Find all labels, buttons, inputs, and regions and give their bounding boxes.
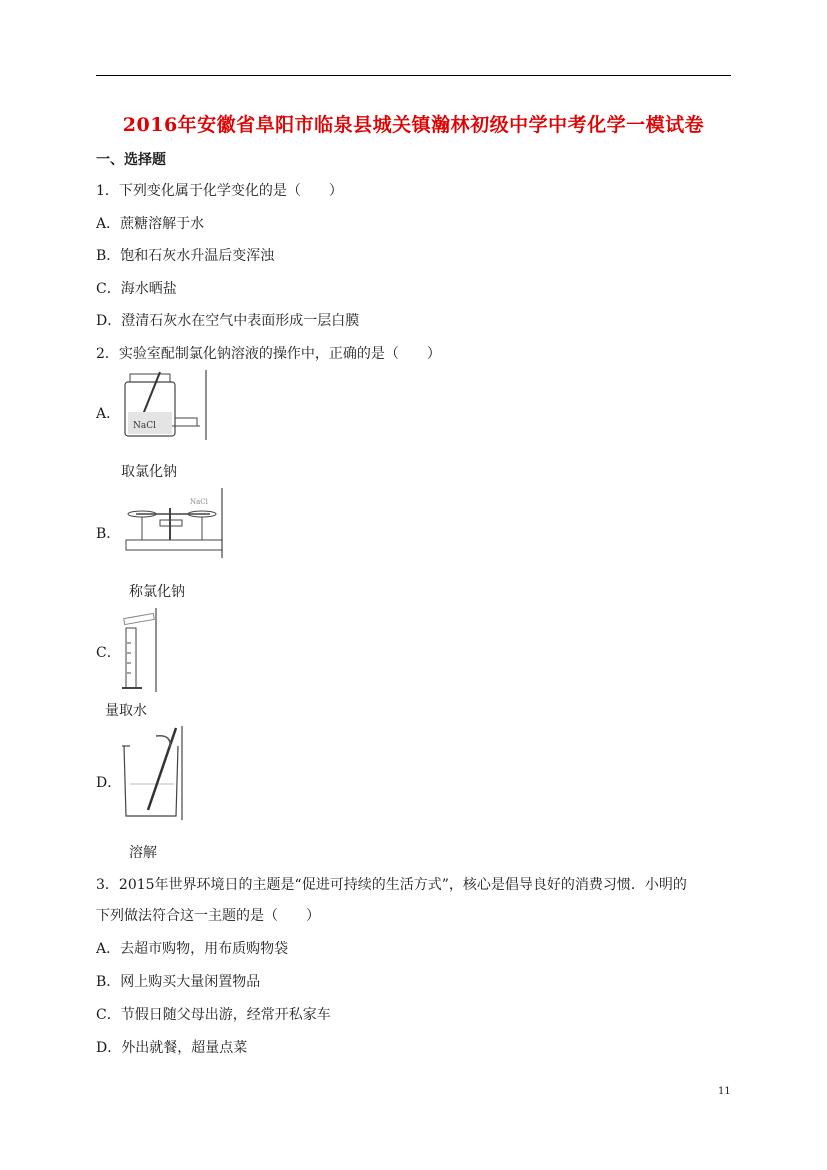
q2-option-d-caption: 溶解 (129, 845, 157, 861)
q2-option-a-caption: 取氯化钠 (121, 464, 177, 480)
beaker-figure (120, 726, 186, 822)
nacl-label: NaCl (133, 421, 157, 431)
q1-option-c: C．海水晒盐 (96, 281, 177, 297)
section-heading: 一、选择题 (96, 152, 166, 168)
q1-option-a: A．蔗糖溶解于水 (96, 216, 205, 232)
q3-option-c: C．节假日随父母出游，经常开私家车 (96, 1007, 331, 1023)
q1-option-b: B．饱和石灰水升温后变浑浊 (96, 248, 275, 264)
take-salt-figure (120, 370, 210, 442)
q2-option-c-caption: 量取水 (105, 703, 147, 719)
q2-option-c-letter: C． (96, 645, 121, 661)
balance-figure (120, 488, 226, 560)
q3-stem-line2: 下列做法符合这一主题的是（ ） (96, 908, 320, 924)
q2-option-a-letter: A． (96, 406, 121, 422)
q1-option-d: D．澄清石灰水在空气中表面形成一层白膜 (96, 313, 360, 329)
q2-option-b-caption: 称氯化钠 (129, 584, 185, 600)
q3-stem-line1: 3．2015年世界环境日的主题是“促进可持续的生活方式”，核心是倡导良好的消费习惯．小明的 (96, 877, 687, 893)
q3-option-a: A．去超市购物，用布质购物袋 (96, 941, 289, 957)
page-number: 11 (718, 1086, 731, 1097)
q2-option-b-letter: B． (96, 526, 121, 542)
exam-title: 2016年安徽省阜阳市临泉县城关镇瀚林初级中学中考化学一模试卷 (122, 114, 705, 136)
q2-option-d-letter: D． (96, 775, 122, 791)
header-rule (96, 75, 731, 76)
q3-option-b: B．网上购买大量闲置物品 (96, 974, 261, 990)
graduated-cylinder-figure (120, 608, 160, 692)
q1-stem: 1．下列变化属于化学变化的是（ ） (96, 183, 343, 199)
balance-nacl-label: NaCl (190, 498, 208, 506)
q3-option-d: D．外出就餐，超量点菜 (96, 1040, 248, 1056)
q2-stem: 2．实验室配制氯化钠溶液的操作中，正确的是（ ） (96, 346, 441, 362)
